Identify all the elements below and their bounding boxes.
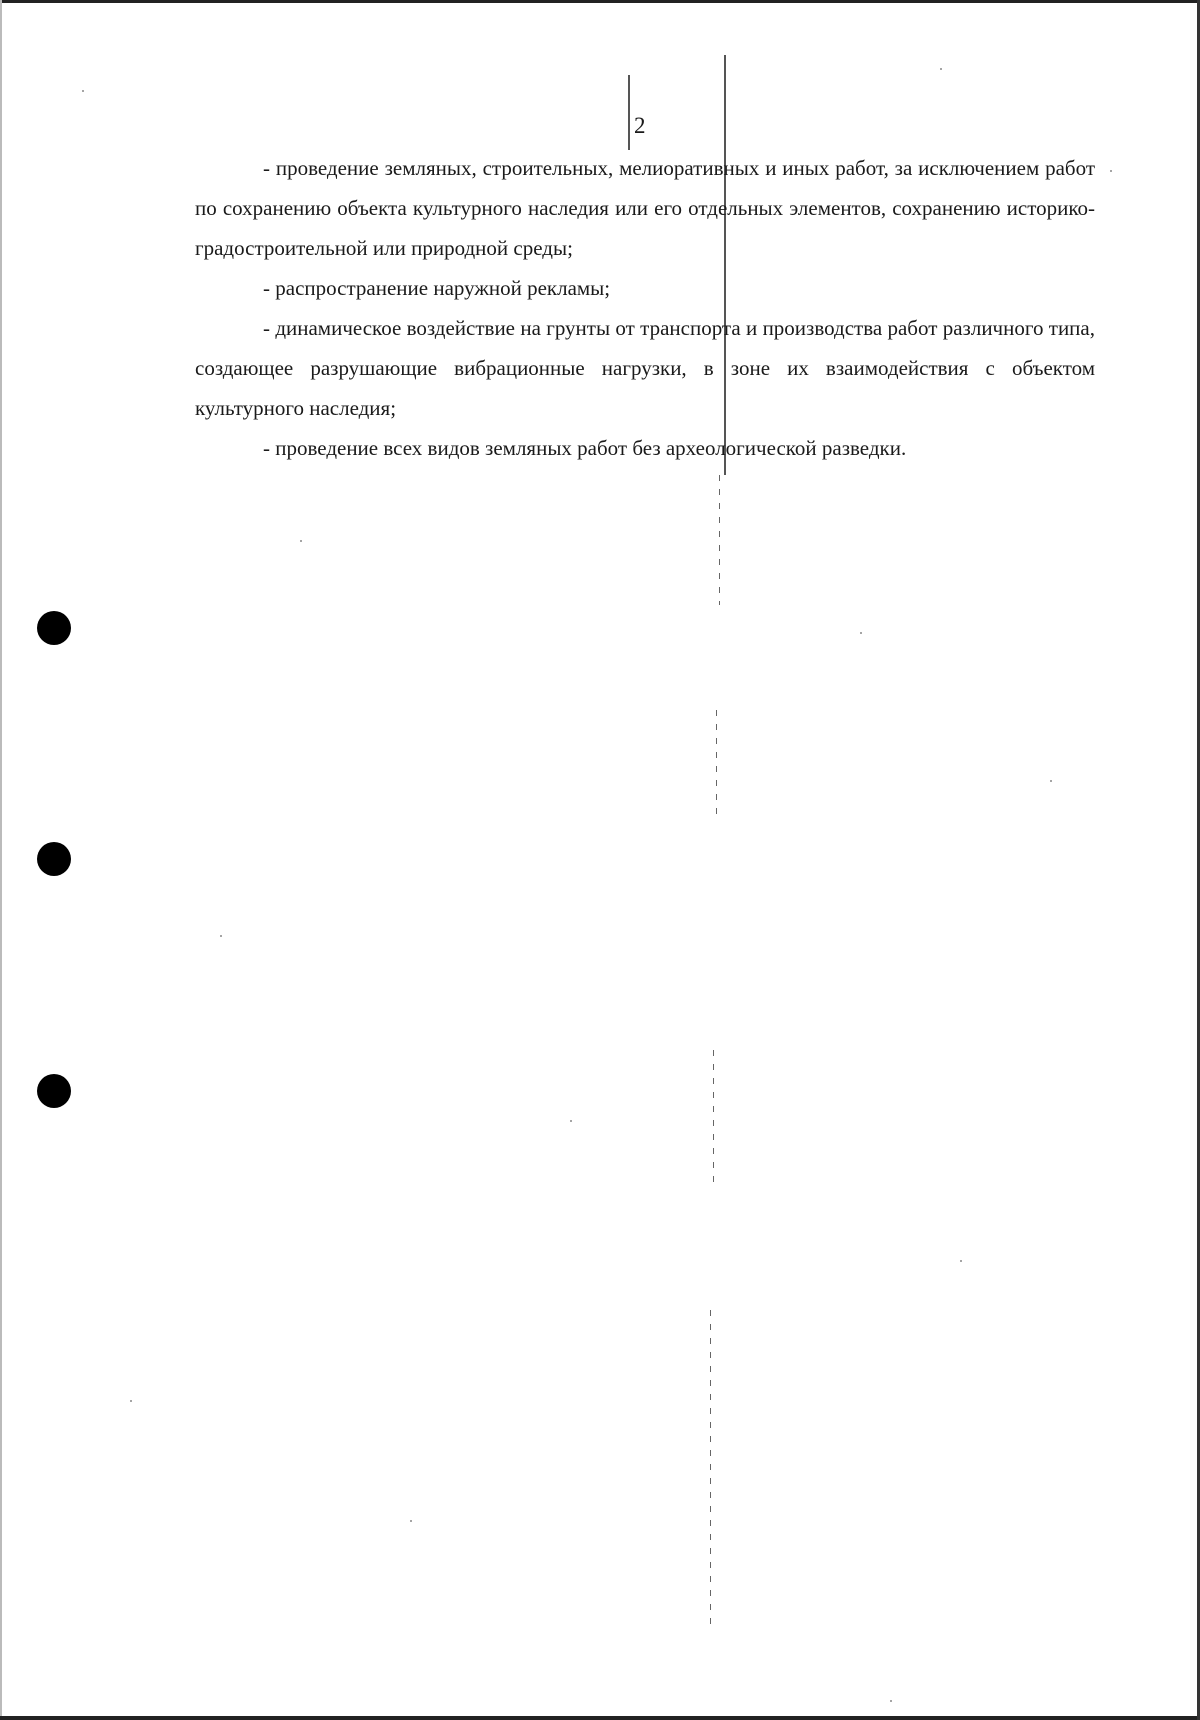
scan-artifact-line bbox=[628, 75, 630, 150]
scan-noise bbox=[570, 1120, 572, 1122]
punch-hole bbox=[37, 842, 71, 876]
scan-noise bbox=[890, 1700, 892, 1702]
paragraph: - проведение всех видов земляных работ без археологической разведки. bbox=[263, 436, 907, 460]
scan-noise bbox=[960, 1260, 962, 1262]
punch-hole bbox=[37, 611, 71, 645]
scan-artifact-line bbox=[719, 475, 720, 605]
scan-noise bbox=[220, 935, 222, 937]
scan-border-bottom bbox=[0, 1716, 1200, 1720]
scan-noise bbox=[940, 68, 942, 70]
scan-border-left bbox=[0, 0, 2, 1720]
paragraph: - проведение земляных, строительных, мелиоративных и иных работ, за исключением работ по сохранению объекта культурного наследия или его отдельных элементов, сохранению историко-градостроительной или природной среды; bbox=[195, 156, 1095, 260]
scan-noise bbox=[300, 540, 302, 542]
scan-noise bbox=[82, 90, 84, 92]
paragraph: - распространение наружной рекламы; bbox=[263, 276, 611, 300]
scan-noise bbox=[410, 1520, 412, 1522]
punch-hole bbox=[37, 1074, 71, 1108]
scan-artifact-line bbox=[716, 710, 717, 820]
scan-noise bbox=[1050, 780, 1052, 782]
document-body bbox=[195, 148, 1095, 468]
page-number: 2 bbox=[634, 113, 646, 138]
scan-border-top bbox=[0, 0, 1200, 3]
scan-artifact-line bbox=[713, 1050, 714, 1190]
scan-noise bbox=[130, 1400, 132, 1402]
paragraph: - динамическое воздействие на грунты от транспорта и производства работ различного типа, создающее разрушающие вибрационные нагрузки, в зоне их взаимодействия с объектом культурного наследия; bbox=[195, 316, 1095, 420]
scan-noise bbox=[1110, 170, 1112, 172]
scan-noise bbox=[860, 632, 862, 634]
scan-artifact-line bbox=[710, 1310, 711, 1630]
